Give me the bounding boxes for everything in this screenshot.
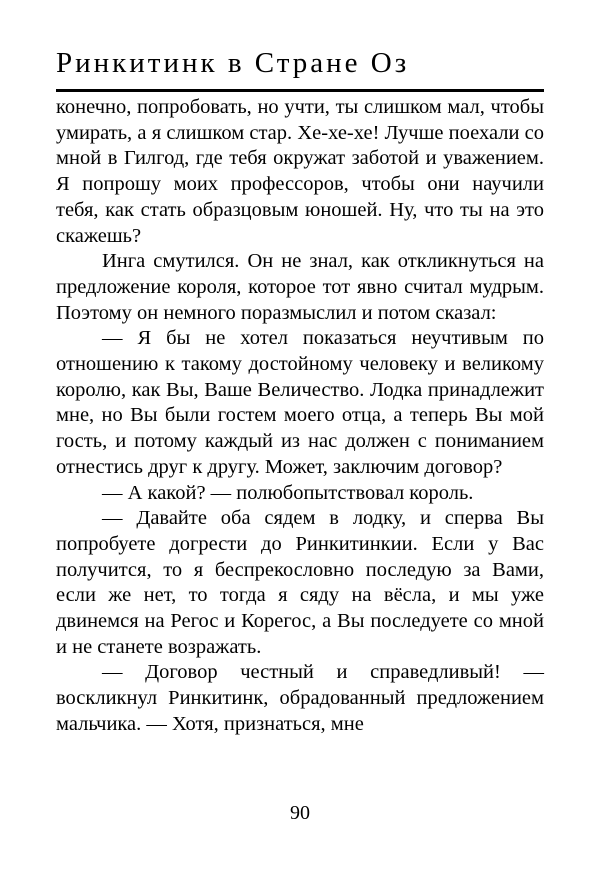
paragraph: конечно, попробовать, но учти, ты слишком мал, чтобы умирать, а я слишком стар. Хе-хе-хе! Лучше поехали со мной в Гилгод, где тебя окружат заботой и уважением. Я попрошу моих профессоров, чтобы они научили тебя, как стать образцовым юношей. Ну, что ты на это скажешь? xyxy=(56,96,544,247)
paragraph: — Договор честный и справедливый! — воскликнул Ринкитинк, обрадованный предложением мальчика. — Хотя, признаться, мне xyxy=(56,661,544,735)
page-number: 90 xyxy=(290,802,310,824)
body-text xyxy=(56,95,544,738)
paragraph: — Давайте оба сядем в лодку, и сперва Вы попробуете догрести до Ринкитинкии. Если у Вас получится, то я беспрекословно последую за Вами, если же нет, то тогда я сяду на вёсла, и мы уже двинемся на Регос и Корегос, а Вы последуете со мной и не станете возражать. xyxy=(56,507,544,658)
paragraph: — Я бы не хотел показаться неучтивым по отношению к такому достойному человеку и великому королю, как Вы, Ваше Величество. Лодка принадлежит мне, но Вы были гостем моего отца, а теперь Вы мой гость, и потому каждый из нас должен с пониманием отнестись друг к другу. Может, заключим договор? xyxy=(56,327,544,478)
book-page xyxy=(56,0,544,877)
paragraph: — А какой? — полюбопытствовал король. xyxy=(102,481,474,504)
paragraph: Инга смутился. Он не знал, как откликнуться на предложение короля, которое тот явно считал мудрым. Поэтому он немного поразмыслил и потом сказал: xyxy=(56,250,544,324)
header-rule xyxy=(56,89,544,92)
running-title: Ринкитинк в Стране Оз xyxy=(56,47,410,79)
